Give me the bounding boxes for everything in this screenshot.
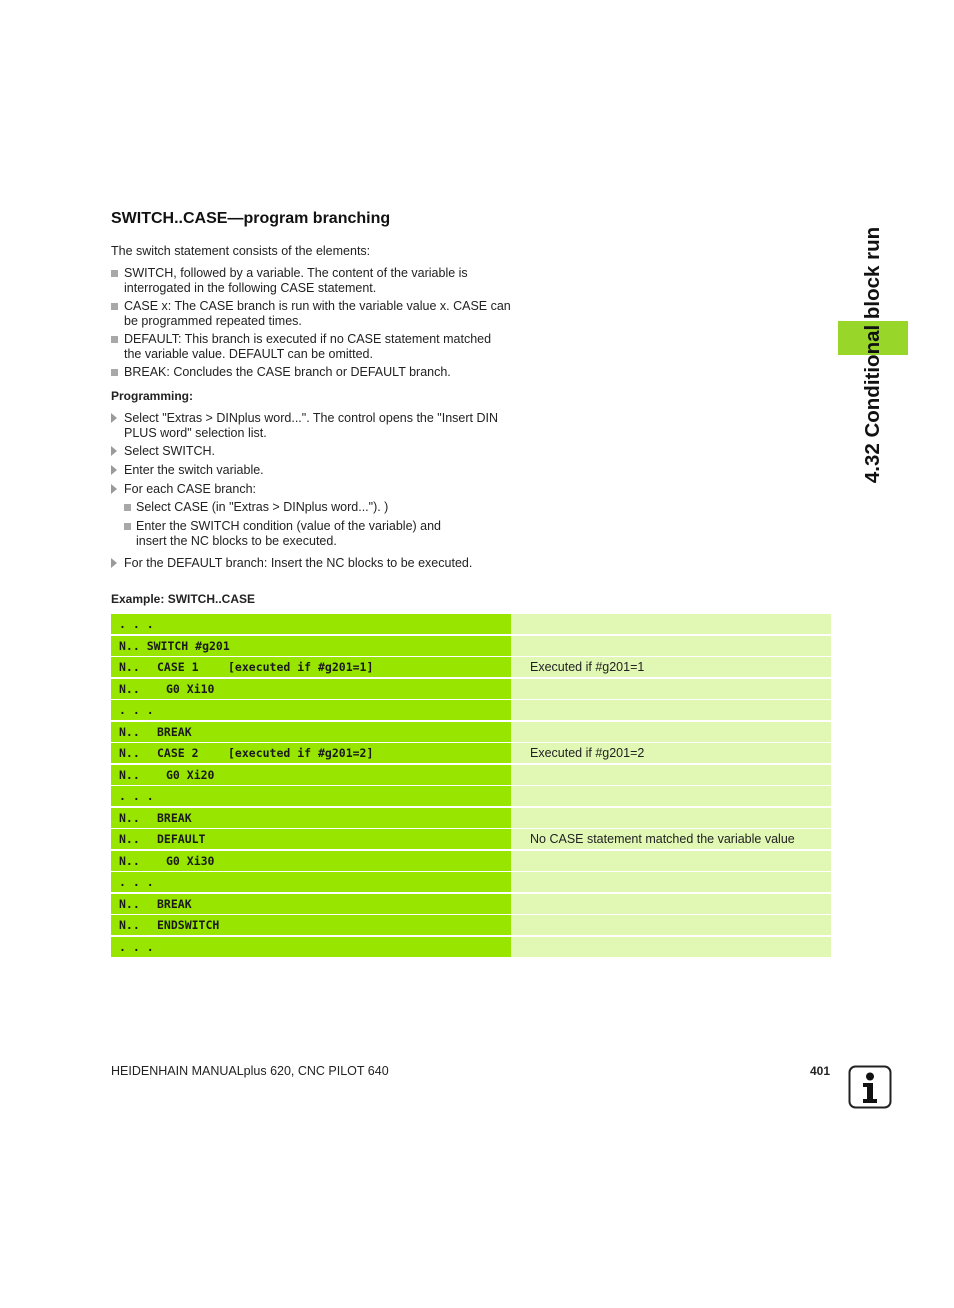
- code-cell: [111, 937, 511, 957]
- table-row: [111, 614, 831, 636]
- table-row: [111, 786, 831, 808]
- code-keyword: G0 Xi20: [166, 767, 215, 782]
- substep-text: Enter the SWITCH condition (value of the variable) and insert the NC blocks to be executed.: [136, 519, 442, 548]
- list-item-text: BREAK: Concludes the CASE branch or DEFAULT branch.: [124, 365, 451, 379]
- intro-text: The switch statement consists of the elements:: [111, 244, 371, 258]
- comment-cell: [511, 786, 831, 806]
- comment-cell: [511, 808, 831, 828]
- table-row: [111, 872, 831, 894]
- step-item: [111, 482, 511, 497]
- square-bullet-icon: [124, 523, 131, 530]
- comment-cell: [511, 829, 831, 849]
- block-number: N..: [119, 660, 140, 674]
- substep-item: [111, 519, 471, 548]
- block-number: N..: [119, 724, 140, 739]
- step-text: Select "Extras > DINplus word...". The control opens the "Insert DIN PLUS word" selection list.: [124, 411, 499, 440]
- comment-cell: [511, 851, 831, 871]
- comment-text: No CASE statement matched the variable value: [530, 832, 795, 846]
- block-number: . . .: [119, 703, 154, 717]
- step-item: [111, 556, 511, 571]
- code-annotation: [executed if #g201=1]: [228, 660, 374, 674]
- list-item: [111, 266, 511, 295]
- page-number: 401: [809, 1064, 830, 1078]
- step-text: For the DEFAULT branch: Insert the NC blocks to be executed.: [124, 556, 473, 570]
- table-row: [111, 851, 831, 873]
- step-item: [111, 463, 511, 478]
- block-number: . . .: [119, 939, 154, 954]
- table-row: [111, 700, 831, 722]
- square-bullet-icon: [124, 504, 131, 511]
- code-cell: [111, 915, 511, 935]
- programming-label: Programming:: [111, 389, 194, 403]
- code-keyword: DEFAULT: [157, 832, 206, 846]
- code-cell: [111, 829, 511, 849]
- section-title: SWITCH..CASE—program branching: [111, 210, 391, 227]
- code-cell: [111, 636, 511, 656]
- comment-cell: [511, 937, 831, 957]
- comment-cell: [511, 614, 831, 634]
- comment-cell: [511, 765, 831, 785]
- comment-cell: [511, 872, 831, 892]
- table-row: [111, 679, 831, 701]
- code-cell: [111, 657, 511, 677]
- example-label: Example: SWITCH..CASE: [111, 592, 256, 606]
- table-row: [111, 915, 831, 937]
- square-bullet-icon: [111, 336, 118, 343]
- table-row: [111, 894, 831, 916]
- step-text: Enter the switch variable.: [124, 463, 264, 477]
- comment-cell: [511, 743, 831, 763]
- comment-cell: [511, 636, 831, 656]
- code-keyword: BREAK: [157, 724, 192, 739]
- comment-cell: [511, 657, 831, 677]
- block-number: . . .: [119, 789, 154, 803]
- code-keyword: CASE 1: [157, 660, 199, 674]
- table-row: [111, 808, 831, 830]
- table-row: [111, 829, 831, 851]
- block-number: N..: [119, 746, 140, 760]
- code-keyword: ENDSWITCH: [157, 918, 220, 932]
- comment-cell: [511, 894, 831, 914]
- code-example-table: [111, 614, 831, 958]
- block-number: . . .: [119, 617, 154, 631]
- code-cell: [111, 786, 511, 806]
- step-item: [111, 411, 511, 440]
- block-number: N..: [119, 918, 140, 932]
- triangle-bullet-icon: [111, 484, 117, 494]
- step-item: [111, 444, 511, 459]
- comment-cell: [511, 679, 831, 699]
- substep-item: [111, 500, 511, 515]
- substep-text: Select CASE (in "Extras > DINplus word..."). ): [136, 500, 389, 514]
- code-cell: [111, 872, 511, 892]
- comment-cell: [511, 722, 831, 742]
- triangle-bullet-icon: [111, 465, 117, 475]
- code-keyword: G0 Xi10: [166, 681, 215, 696]
- comment-cell: [511, 915, 831, 935]
- footer-text: HEIDENHAIN MANUALplus 620, CNC PILOT 640: [111, 1064, 389, 1078]
- block-number: . . .: [119, 875, 154, 889]
- code-cell: [111, 679, 511, 699]
- triangle-bullet-icon: [111, 558, 117, 568]
- code-cell: [111, 765, 511, 785]
- triangle-bullet-icon: [111, 413, 117, 423]
- square-bullet-icon: [111, 369, 118, 376]
- list-item-text: DEFAULT: This branch is executed if no CASE statement matched the variable value. DEFAULT can be omitted.: [124, 332, 492, 361]
- chapter-title-text: 4.32 Conditional block run: [861, 226, 884, 484]
- code-keyword: G0 Xi30: [166, 853, 215, 868]
- table-row: [111, 657, 831, 679]
- table-row: [111, 937, 831, 959]
- block-number: N.. SWITCH #g201: [119, 638, 230, 653]
- square-bullet-icon: [111, 303, 118, 310]
- block-number: N..: [119, 853, 140, 868]
- code-annotation: [executed if #g201=2]: [228, 746, 374, 760]
- comment-text: Executed if #g201=1: [530, 660, 645, 674]
- square-bullet-icon: [111, 270, 118, 277]
- block-number: N..: [119, 832, 140, 846]
- step-text: Select SWITCH.: [124, 444, 215, 458]
- table-row: [111, 765, 831, 787]
- triangle-bullet-icon: [111, 446, 117, 456]
- block-number: N..: [119, 767, 140, 782]
- code-cell: [111, 808, 511, 828]
- table-row: [111, 722, 831, 744]
- list-item: [111, 332, 511, 361]
- block-number: N..: [119, 896, 140, 911]
- code-cell: [111, 851, 511, 871]
- list-item: [111, 365, 511, 380]
- block-number: N..: [119, 681, 140, 696]
- list-item-text: CASE x: The CASE branch is run with the variable value x. CASE can be programmed repeated times.: [124, 299, 511, 328]
- code-keyword: BREAK: [157, 810, 192, 825]
- block-number: N..: [119, 810, 140, 825]
- code-cell: [111, 894, 511, 914]
- list-item: [111, 299, 511, 328]
- code-cell: [111, 722, 511, 742]
- comment-text: Executed if #g201=2: [530, 746, 645, 760]
- step-text: For each CASE branch:: [124, 482, 257, 496]
- table-row: [111, 743, 831, 765]
- code-keyword: CASE 2: [157, 746, 199, 760]
- code-cell: [111, 614, 511, 634]
- table-row: [111, 636, 831, 658]
- code-cell: [111, 743, 511, 763]
- list-item-text: SWITCH, followed by a variable. The content of the variable is interrogated in the following CASE statement.: [124, 266, 468, 295]
- comment-cell: [511, 700, 831, 720]
- code-keyword: BREAK: [157, 896, 192, 911]
- code-cell: [111, 700, 511, 720]
- info-icon: [848, 1065, 892, 1109]
